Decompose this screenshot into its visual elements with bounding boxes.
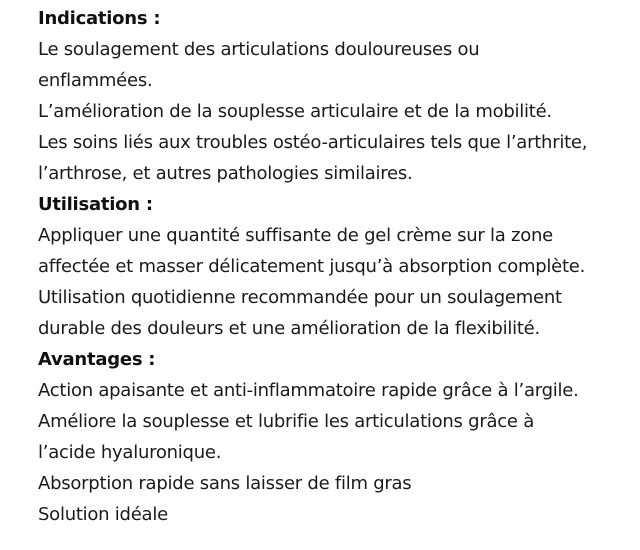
- product-description: [38, 3, 628, 530]
- indication-item: L’amélioration de la souplesse articulaire et de la mobilité.: [38, 101, 552, 122]
- utilisation-item: Utilisation quotidienne recommandée pour un soulagement durable des douleurs et une amélioration de la flexibilité.: [38, 287, 562, 339]
- section-heading-utilisation: Utilisation :: [38, 194, 153, 215]
- section-heading-avantages: Avantages :: [38, 349, 156, 370]
- indication-item: Les soins liés aux troubles ostéo-articulaires tels que l’arthrite, l’arthrose, et autres pathologies similaires.: [38, 132, 588, 184]
- section-heading-indications: Indications :: [38, 8, 161, 29]
- avantage-item: Absorption rapide sans laisser de film gras: [38, 473, 412, 494]
- utilisation-item: Appliquer une quantité suffisante de gel crème sur la zone affectée et masser délicatement jusqu’à absorption complète.: [38, 225, 586, 277]
- avantage-item: Action apaisante et anti-inflammatoire rapide grâce à l’argile.: [38, 380, 579, 401]
- indication-item: Le soulagement des articulations douloureuses ou enflammées.: [38, 39, 480, 91]
- avantage-item: Solution idéale: [38, 504, 168, 525]
- avantage-item: Améliore la souplesse et lubrifie les articulations grâce à l’acide hyaluronique.: [38, 411, 534, 463]
